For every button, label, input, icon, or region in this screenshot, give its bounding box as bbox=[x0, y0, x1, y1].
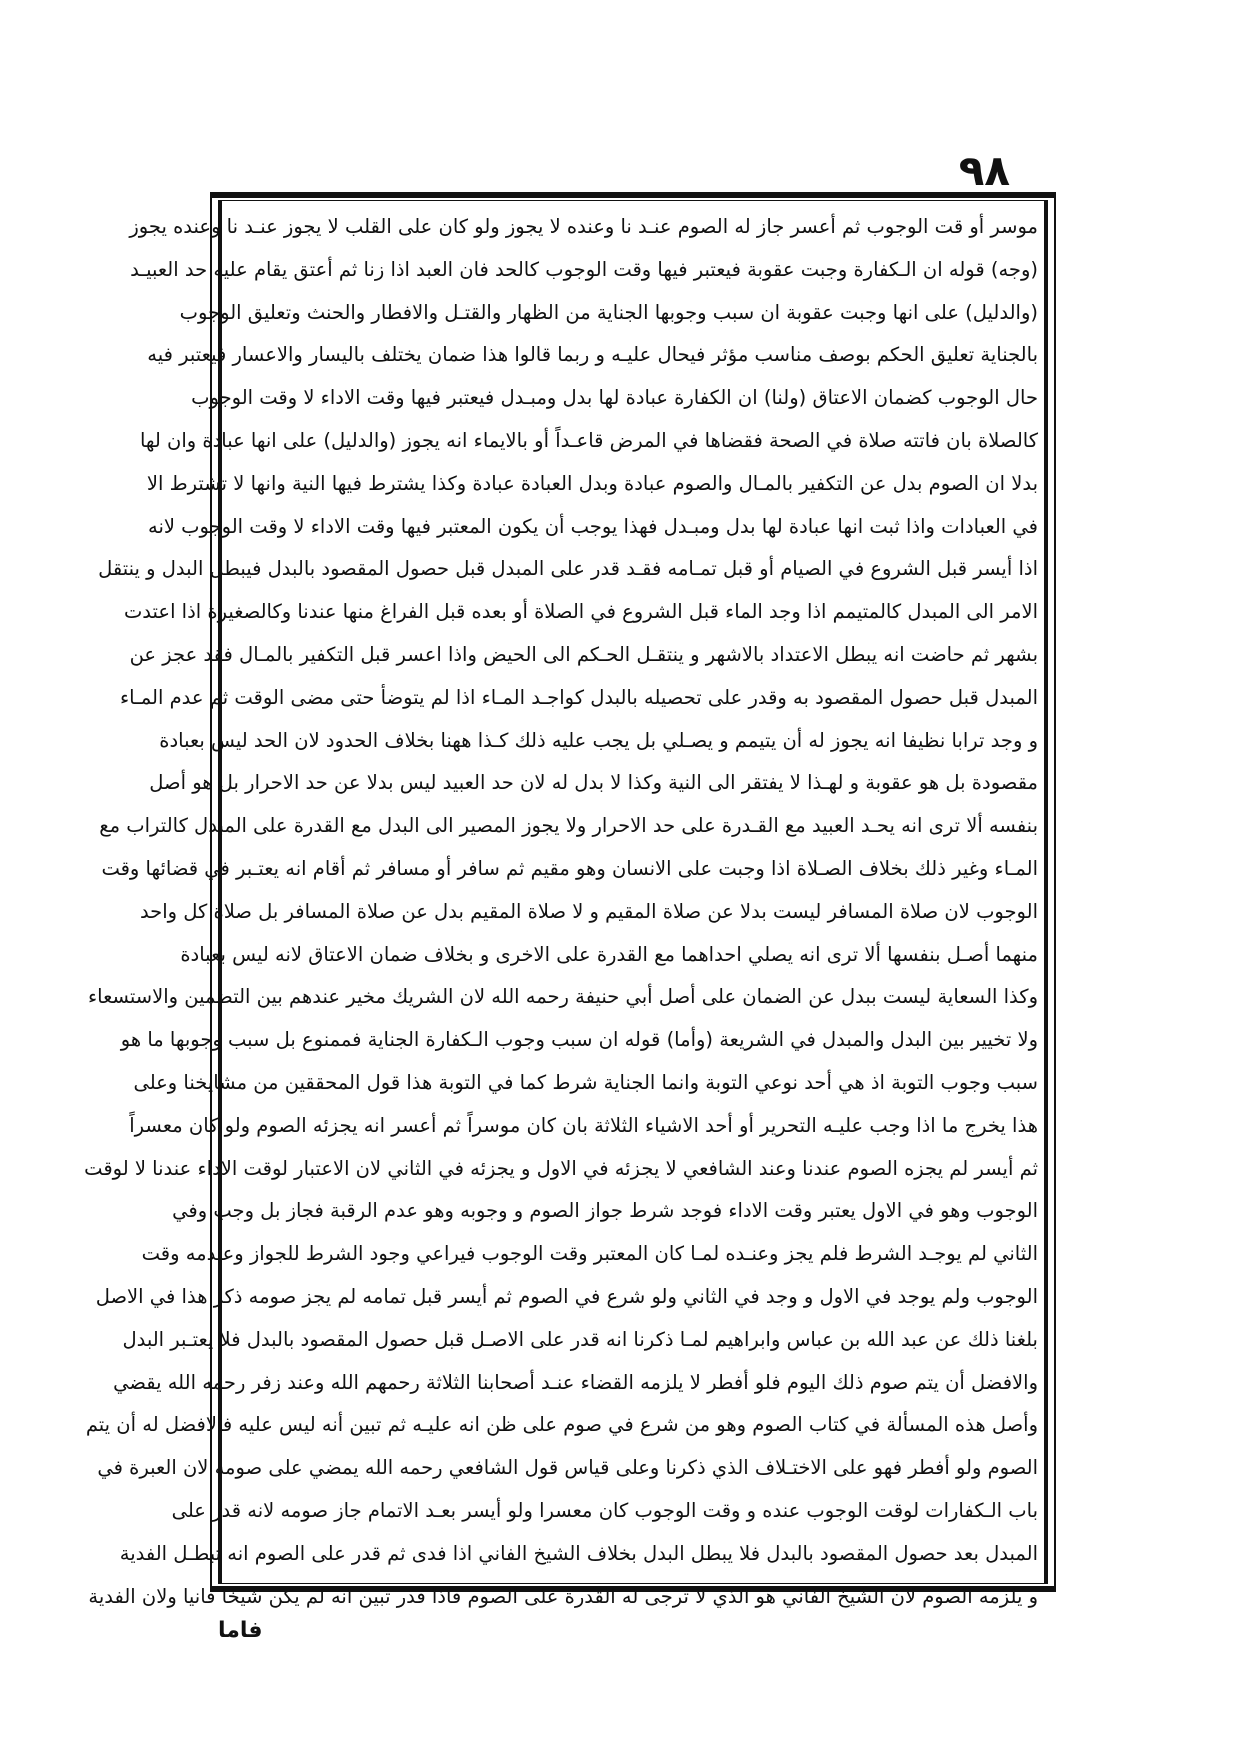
text-line: بلغنا ذلك عن عبد الله بن عباس وابراهيم لمـا ذكرنا انه قدر على الاصـل قبل حصول المقصود بالبدل فلا يعتـبر البدل bbox=[122, 1327, 1038, 1351]
main-text-block bbox=[84, 206, 1038, 1608]
text-line: في العبادات واذا ثبت انها عبادة لها بدل ومبـدل فهذا يوجب أن يكون المعتبر فيها وقت الاداء لا وقت الوجوب لانه bbox=[147, 514, 1038, 538]
text-line: بنفسه ألا ترى انه يحـد العبيد مع القـدرة على حد الاحرار ولا يجوز المصير الى البدل مع القدرة على المبدل كالتراب مع bbox=[99, 814, 1038, 838]
text-line: المـاء وغير ذلك بخلاف الصـلاة اذا وجبت على الانسان وهو مقيم ثم سافر أو مسافر ثم أقام انه يعتـبر في قضائها وقت bbox=[101, 856, 1038, 880]
text-line: حال الوجوب كضمان الاعتاق (ولنا) ان الكفارة عبادة لها بدل ومبـدل فيعتبر فيها وقت الاداء لا وقت الوجوب bbox=[191, 386, 1038, 410]
text-line: كالصلاة بان فاتته صلاة في الصحة فقضاها في المرض قاعـداً أو بالايماء انه يجوز (والدليل) على انها عبادة وان لها bbox=[139, 428, 1038, 452]
text-line: و وجد ترابا نظيفا انه يجوز له أن يتيمم و يصـلي بل يجب عليه ذلك كـذا ههنا بخلاف الحدود لان الحد ليس بعبادة bbox=[159, 728, 1038, 752]
text-line: وأصل هذه المسألة في كتاب الصوم وهو من شرع في صوم على ظن انه عليـه ثم تبين أنه ليس عليه فالافضل له أن يتم bbox=[85, 1413, 1038, 1437]
text-line: (وجه) قوله ان الـكفارة وجبت عقوبة فيعتبر فيها وقت الوجوب كالحد فان العبد اذا زنا ثم أعتق يقام عليه حد العبيـد bbox=[130, 257, 1038, 281]
text-line: الامر الى المبدل كالمتيمم اذا وجد الماء قبل الشروع في الصلاة أو بعده قبل الفراغ منها عندنا وكالصغيرة اذا اعتدت bbox=[123, 600, 1038, 624]
text-line: الوجوب وهو في الاول يعتبر وقت الاداء فوجد شرط جواز الصوم و وجوبه وهو عدم الرقبة فجاز بل وجب وفي bbox=[172, 1199, 1038, 1223]
text-line: اذا أيسر قبل الشروع في الصيام أو قبل تمـامه فقـد قدر على المبدل قبل حصول المقصود بالبدل فيبطل البدل و ينتقل bbox=[98, 557, 1038, 581]
text-line: منهما أصـل بنفسها ألا ترى انه يصلي احداهما مع القدرة على الاخرى و بخلاف ضمان الاعتاق لانه ليس بعبادة bbox=[180, 942, 1038, 966]
text-line: ثم أيسر لم يجزه الصوم عندنا وعند الشافعي لا يجزئه في الاول و يجزئه في الثاني لان الاعتبار لوقت الاداء عندنا لا لوقت bbox=[84, 1156, 1038, 1180]
text-line: باب الـكفارات لوقت الوجوب عنده و وقت الوجوب كان معسرا ولو أيسر بعـد الاتمام جاز صومه لانه قدر على bbox=[171, 1498, 1038, 1522]
text-line: وكذا السعاية ليست ببدل عن الضمان على أصل أبي حنيفة رحمه الله لان الشريك مخير عندهم بين التضمين والاستسعاء bbox=[88, 985, 1038, 1009]
page-number: ٩٨ bbox=[958, 146, 1010, 195]
text-line: بالجناية تعليق الحكم بوصف مناسب مؤثر فيحال عليـه و ربما قالوا هذا ضمان يختلف باليسار والاعسار فيعتبر فيه bbox=[147, 343, 1038, 367]
text-line: ولا تخيير بين البدل والمبدل في الشريعة (وأما) قوله ان سبب وجوب الـكفارة الجناية فممنوع بل سبب وجوبها ما هو bbox=[120, 1028, 1038, 1052]
text-line: سبب وجوب التوبة اذ هي أحد نوعي التوبة وانما الجناية شرط كما في التوبة هذا قول المحققين من مشايخنا وعلى bbox=[133, 1070, 1038, 1094]
text-line: و يلزمه الصوم لان الشيخ الفاني هو الذي لا ترجى له القدرة على الصوم فاذا قدر تبين انه لم يكن شيخا فانيا ولان الفدية bbox=[88, 1584, 1038, 1608]
text-line: (والدليل) على انها وجبت عقوبة ان سبب وجوبها الجناية من الظهار والقتـل والافطار والحنث وتعليق الوجوب bbox=[179, 300, 1038, 324]
text-line: موسر أو قت الوجوب ثم أعسر جاز له الصوم عنـد نا وعنده لا يجوز ولو كان على القلب لا يجوز عنـد نا وعنده يجوز bbox=[129, 215, 1038, 238]
text-line: المبدل قبل حصول المقصود به وقدر على تحصيله بالبدل كواجـد المـاء اذا لم يتوضأ حتى مضى الوقت ثم عدم المـاء bbox=[119, 685, 1038, 709]
text-line: بدلا ان الصوم بدل عن التكفير بالمـال والصوم عبادة وبدل العبادة عبادة وكذا يشترط فيها النية وانها لا تشترط الا bbox=[146, 471, 1038, 495]
text-line: بشهر ثم حاضت انه يبطل الاعتداد بالاشهر و ينتقـل الحـكم الى الحيض واذا اعسر قبل التكفير بالمـال فقد عجز عن bbox=[129, 642, 1038, 666]
text-line: الوجوب لان صلاة المسافر ليست بدلا عن صلاة المقيم و لا صلاة المقيم بدل عن صلاة المسافر بل صلاة كل واحد bbox=[139, 899, 1038, 923]
text-line: المبدل بعد حصول المقصود بالبدل فلا يبطل البدل بخلاف الشيخ الفاني اذا فدى ثم قدر على الصوم انه تبطـل الفدية bbox=[119, 1541, 1038, 1565]
text-line: مقصودة بل هو عقوبة و لهـذا لا يفتقر الى النية وكذا لا بدل له لان حد العبيد ليس بدلا عن حد الاحرار بل هو أصل bbox=[149, 771, 1038, 795]
text-line: الصوم ولو أفطر فهو على الاختـلاف الذي ذكرنا وعلى قياس قول الشافعي رحمه الله يمضي على صومه لان العبرة في bbox=[97, 1456, 1038, 1480]
text-line: والافضل أن يتم صوم ذلك اليوم فلو أفطر لا يلزمه القضاء عنـد أصحابنا الثلاثة رحمهم الله وعند زفر رحمه الله يقضي bbox=[113, 1370, 1038, 1394]
text-line: الثاني لم يوجـد الشرط فلم يجز وعنـده لمـا كان المعتبر وقت الوجوب فيراعي وجود الشرط للجواز وعـدمه وقت bbox=[141, 1242, 1038, 1266]
text-line: هذا يخرج ما اذا وجب عليـه التحرير أو أحد الاشياء الثلاثة بان كان موسراً ثم أعسر انه يجزئه الصوم ولو كان معسراً bbox=[129, 1113, 1038, 1137]
text-line: الوجوب ولم يوجد في الاول و وجد في الثاني ولو شرع في الصوم ثم أيسر قبل تمامه لم يجز صومه ذكر هذا في الاصل bbox=[95, 1284, 1038, 1308]
catchword: فاما bbox=[218, 1618, 263, 1643]
